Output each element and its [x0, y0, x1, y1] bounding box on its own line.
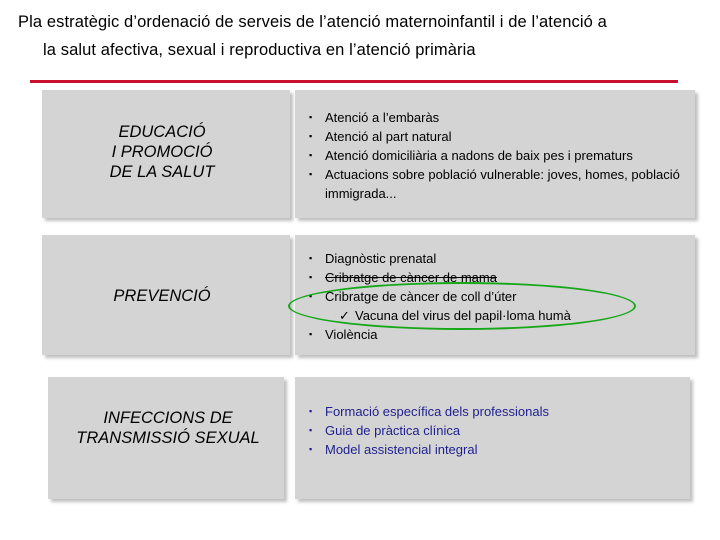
- highlight-circle: [288, 282, 636, 330]
- list-item: ▪ Atenció a l’embaràs: [307, 108, 692, 127]
- list-item: ▪ Cribratge de càncer de coll d’úter: [307, 287, 692, 306]
- list-item: ▪ Atenció domiciliària a nadons de baix pes i prematurs: [307, 146, 692, 165]
- items-list-educacio: [307, 108, 692, 203]
- page-title: [18, 8, 718, 64]
- title-line-1: Pla estratègic d’ordenació de serveis de l’atenció maternoinfantil i de l’atenció a: [18, 13, 607, 31]
- category-line: TRANSMISSIÓ SEXUAL: [76, 429, 260, 447]
- list-item: ▪ Guia de pràctica clínica: [307, 421, 687, 440]
- category-line: INFECCIONS DE: [103, 409, 233, 427]
- list-item: ▪ Model assistencial integral: [307, 440, 687, 459]
- list-item: ▪ Diagnòstic prenatal: [307, 249, 692, 268]
- category-prevencio: [42, 286, 282, 306]
- category-educacio: [42, 122, 282, 182]
- list-item: ▪ Violència: [307, 325, 692, 344]
- list-item: ▪ Cribratge de càncer de mama: [307, 268, 692, 287]
- items-list-its: [307, 402, 687, 459]
- category-line: I PROMOCIÓ: [111, 143, 213, 161]
- list-item: ▪ Actuacions sobre població vulnerable: joves, homes, població immigrada...: [307, 165, 692, 203]
- checkmark-icon: ✓: [339, 308, 350, 323]
- category-line: EDUCACIÓ: [118, 123, 206, 141]
- category-line: PREVENCIÓ: [113, 287, 211, 305]
- title-line-2: la salut afectiva, sexual i reproductiva en l’atenció primària: [43, 41, 476, 59]
- category-line: DE LA SALUT: [109, 163, 215, 181]
- list-item-text: Vacuna del virus del papil·loma humà: [355, 308, 571, 323]
- title-divider: [30, 80, 678, 83]
- list-item: ▪ Atenció al part natural: [307, 127, 692, 146]
- category-its: [48, 408, 288, 448]
- list-item: ▪ Formació específica dels professionals: [307, 402, 687, 421]
